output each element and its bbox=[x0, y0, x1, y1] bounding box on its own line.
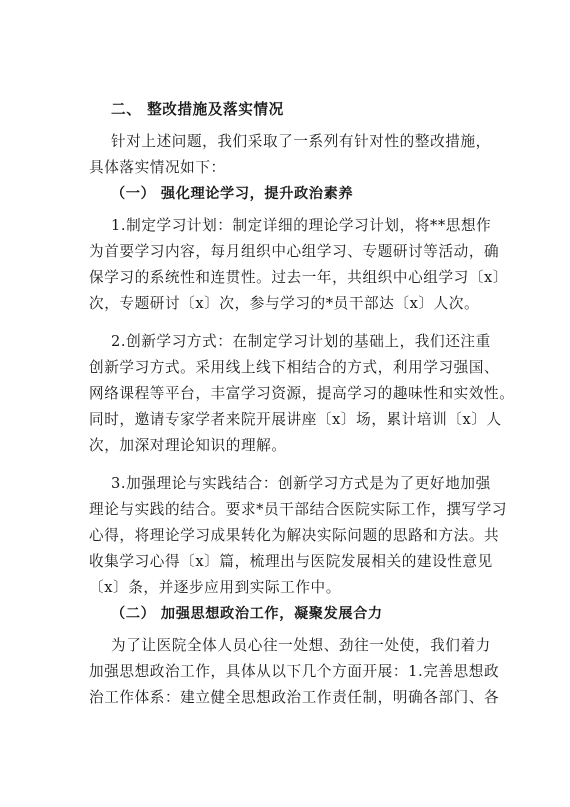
text-line: 为首要学习内容，每月组织中心组学习、专题研讨等活动，确 bbox=[89, 243, 500, 260]
text-line: 次，加深对理论知识的理解。 bbox=[89, 437, 287, 454]
text-line: 加强思想政治工作，具体从以下几个方面开展：1.完善思想政 bbox=[89, 663, 500, 680]
document-body bbox=[89, 97, 515, 711]
paragraph-ideological-work bbox=[89, 633, 500, 711]
text-line: 1.制定学习计划：制定详细的理论学习计划，将**思想作 bbox=[111, 217, 492, 234]
text-line: 次，专题研讨〔x〕次，参与学习的*员干部达〔x〕人次。 bbox=[89, 295, 480, 312]
text-line: 同时，邀请专家学者来院开展讲座〔x〕场，累计培训〔x〕人 bbox=[89, 411, 502, 428]
text-line: 保学习的系统性和连贯性。过去一年，共组织中心组学习〔x〕 bbox=[89, 269, 509, 286]
paragraph-study-plan bbox=[89, 213, 509, 317]
paragraph-theory-practice bbox=[89, 471, 508, 601]
intro-paragraph bbox=[89, 129, 489, 181]
section-heading-measures: 二、 整改措施及落实情况 bbox=[111, 101, 284, 118]
text-line: 针对上述问题，我们采取了一系列有针对性的整改措施， bbox=[111, 133, 491, 150]
text-line: 理论与实践的结合。要求*员干部结合医院实际工作，撰写学习 bbox=[89, 501, 508, 518]
text-line: 3.加强理论与实践结合：创新学习方式是为了更好地加强 bbox=[111, 475, 491, 492]
subsection-heading-theory: （一） 强化理论学习，提升政治素养 bbox=[111, 186, 354, 202]
text-line: 收集学习心得〔x〕篇，梳理出与医院发展相关的建设性意见 bbox=[89, 553, 493, 570]
text-line: 具体落实情况如下： bbox=[89, 159, 226, 176]
text-line: 心得，将理论学习成果转化为解决实际问题的思路和方法。共 bbox=[89, 527, 500, 544]
subsection-heading-ideological-work: （二） 加强思想政治工作，凝聚发展合力 bbox=[111, 606, 383, 622]
text-line: 〔x〕条，并逐步应用到实际工作中。 bbox=[89, 579, 341, 596]
text-line: 网络课程等平台，丰富学习资源，提高学习的趣味性和实效性。 bbox=[89, 385, 515, 402]
text-line: 创新学习方式。采用线上线下相结合的方式，利用学习强国、 bbox=[89, 359, 500, 376]
text-line: 治工作体系：建立健全思想政治工作责任制，明确各部门、各 bbox=[89, 689, 500, 706]
text-line: 2.创新学习方式：在制定学习计划的基础上，我们还注重 bbox=[111, 333, 491, 350]
text-line: 为了让医院全体人员心往一处想、劲往一处使，我们着力 bbox=[111, 637, 491, 654]
paragraph-study-methods bbox=[89, 329, 515, 459]
